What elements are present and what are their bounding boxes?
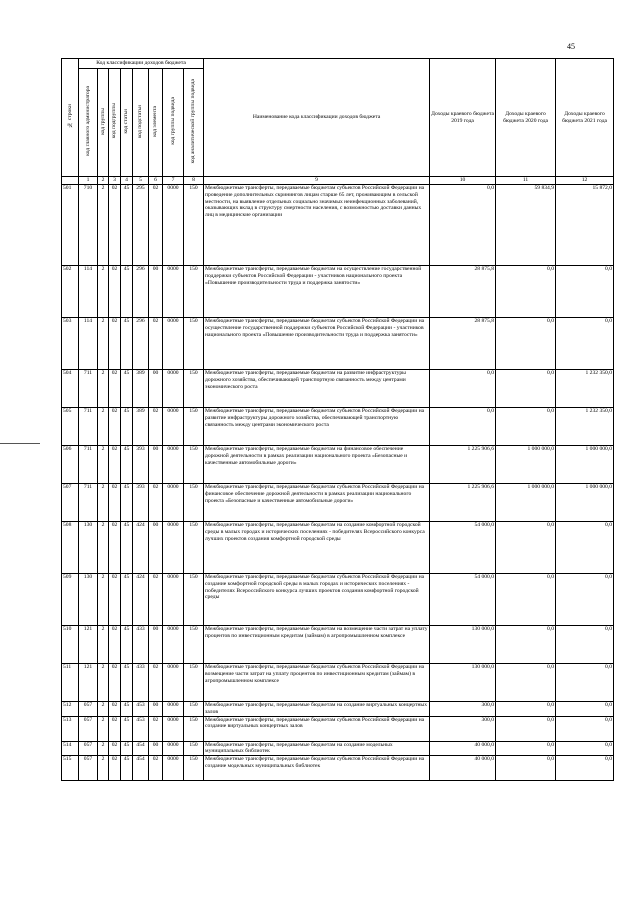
code-cell: 2: [98, 185, 109, 266]
description-cell: Межбюджетные трансферты, передаваемые бюджетам субъектов Российской Федерации на создание виртуальных концертных залов: [204, 716, 430, 741]
code-cell: 02: [109, 408, 121, 446]
row-number: 514: [62, 741, 79, 756]
code-cell: 0000: [163, 446, 184, 484]
amount-cell: 0,0: [430, 185, 496, 266]
row-number: 512: [62, 702, 79, 717]
amount-cell: 1 225 906,6: [430, 484, 496, 522]
amount-cell: 1 000 000,0: [496, 446, 556, 484]
code-cell: 057: [79, 716, 98, 741]
code-cell: 114: [79, 318, 98, 370]
code-cell: 45: [121, 574, 133, 626]
code-cell: 00: [149, 446, 163, 484]
description-cell: Межбюджетные трансферты, передаваемые бюджетам субъектов Российской Федерации на возмещение части затрат на уплату процентов по инвестиционным кредитам (займам) в агропромышленном комплексе: [204, 664, 430, 702]
code-cell: 2: [98, 574, 109, 626]
amount-cell: 1 000 000,0: [496, 484, 556, 522]
code-cell: 0000: [163, 756, 184, 781]
code-cell: 2: [98, 318, 109, 370]
amount-cell: 0,0: [496, 756, 556, 781]
row-number: 501: [62, 185, 79, 266]
code-cell: 393: [133, 484, 149, 522]
code-cell: 711: [79, 370, 98, 408]
code-cell: 711: [79, 446, 98, 484]
code-cell: 45: [121, 408, 133, 446]
header-code-7: код группы подвида: [163, 69, 184, 177]
code-cell: 02: [109, 484, 121, 522]
code-cell: 2: [98, 664, 109, 702]
amount-cell: 300,0: [430, 716, 496, 741]
code-cell: 02: [109, 574, 121, 626]
code-cell: 433: [133, 626, 149, 664]
amount-cell: 0,0: [430, 370, 496, 408]
code-cell: 00: [149, 702, 163, 717]
code-cell: 45: [121, 716, 133, 741]
amount-cell: 0,0: [556, 664, 614, 702]
amount-cell: 1 232 350,0: [556, 370, 614, 408]
code-cell: 2: [98, 702, 109, 717]
code-cell: 393: [133, 446, 149, 484]
description-cell: Межбюджетные трансферты, передаваемые бюджетам на финансовое обеспечение дорожной деятельности в рамках реализации национального проекта «Безопасные и качественные автомобильные дороги»: [204, 446, 430, 484]
header-row-number: № строки: [62, 59, 79, 177]
code-cell: 45: [121, 664, 133, 702]
table-row: [62, 370, 614, 408]
code-cell: 2: [98, 522, 109, 574]
code-cell: 2: [98, 446, 109, 484]
code-cell: 2: [98, 741, 109, 756]
code-cell: 2: [98, 756, 109, 781]
description-cell: Межбюджетные трансферты, передаваемые бюджетам субъектов Российской Федерации на развитие инфраструктуры дорожного хозяйства, обеспечивающей транспортную связанность между центрами экономического роста: [204, 408, 430, 446]
amount-cell: 0,0: [430, 408, 496, 446]
row-number: 505: [62, 408, 79, 446]
code-cell: 150: [184, 756, 204, 781]
code-cell: 45: [121, 370, 133, 408]
code-cell: 02: [109, 318, 121, 370]
code-cell: 0000: [163, 522, 184, 574]
header-code-6: код элемента: [149, 69, 163, 177]
column-number: 10: [430, 177, 496, 185]
code-cell: 0000: [163, 664, 184, 702]
code-cell: 02: [109, 716, 121, 741]
code-cell: 45: [121, 484, 133, 522]
amount-cell: 40 000,0: [430, 756, 496, 781]
amount-cell: 0,0: [556, 716, 614, 741]
code-cell: 150: [184, 370, 204, 408]
code-cell: 02: [109, 446, 121, 484]
code-cell: 02: [149, 756, 163, 781]
code-cell: 454: [133, 741, 149, 756]
code-cell: 121: [79, 664, 98, 702]
code-cell: 0000: [163, 266, 184, 318]
amount-cell: 0,0: [496, 574, 556, 626]
code-cell: 0000: [163, 185, 184, 266]
code-cell: 150: [184, 408, 204, 446]
margin-rule: [0, 443, 40, 444]
description-cell: Межбюджетные трансферты, передаваемые бюджетам субъектов Российской Федерации на осуществление государственной поддержки субъектов Российской Федерации - участников национального проекта «Повышение производительности труда и поддержка занятости»: [204, 318, 430, 370]
code-cell: 150: [184, 716, 204, 741]
code-cell: 711: [79, 408, 98, 446]
code-cell: 45: [121, 185, 133, 266]
header-code-8: код аналитической группы подвида: [184, 69, 204, 177]
row-number: 509: [62, 574, 79, 626]
code-cell: 2: [98, 716, 109, 741]
column-number: 8: [184, 177, 204, 185]
code-cell: 711: [79, 484, 98, 522]
amount-cell: 0,0: [496, 716, 556, 741]
header-code-4: код статьи: [121, 69, 133, 177]
code-cell: 433: [133, 664, 149, 702]
header-code-group: Код классификации доходов бюджета: [79, 59, 204, 69]
table-row: [62, 574, 614, 626]
code-cell: 0000: [163, 318, 184, 370]
header-2021: Доходы краевого бюджета 2021 года: [556, 59, 614, 177]
column-number: 11: [496, 177, 556, 185]
amount-cell: 0,0: [556, 702, 614, 717]
table-row: [62, 664, 614, 702]
code-cell: 424: [133, 522, 149, 574]
amount-cell: 0,0: [496, 702, 556, 717]
code-cell: 150: [184, 574, 204, 626]
column-number-blank: [62, 177, 79, 185]
amount-cell: 0,0: [496, 408, 556, 446]
table-row: [62, 484, 614, 522]
table-row: [62, 446, 614, 484]
table-row: [62, 522, 614, 574]
table-row: [62, 185, 614, 266]
code-cell: 45: [121, 702, 133, 717]
row-number: 506: [62, 446, 79, 484]
code-cell: 02: [149, 716, 163, 741]
amount-cell: 0,0: [496, 266, 556, 318]
description-cell: Межбюджетные трансферты, передаваемые бюджетам субъектов Российской Федерации на создание модельных муниципальных библиотек: [204, 756, 430, 781]
code-cell: 150: [184, 318, 204, 370]
code-cell: 150: [184, 702, 204, 717]
amount-cell: 0,0: [496, 318, 556, 370]
code-cell: 45: [121, 741, 133, 756]
amount-cell: 1 232 350,0: [556, 408, 614, 446]
code-cell: 45: [121, 318, 133, 370]
code-cell: 45: [121, 626, 133, 664]
code-cell: 296: [133, 266, 149, 318]
code-cell: 710: [79, 185, 98, 266]
description-cell: Межбюджетные трансферты, передаваемые бюджетам субъектов Российской Федерации на проведение дополнительных скринингов лицам старше 65 лет, проживающим в сельской местности, на выявление отдельных социально значимых неинфекционных заболеваний, оказывающих вклад в структуру смертности населения, с возможностью доставки данных лиц в медицинские организации: [204, 185, 430, 266]
row-number: 510: [62, 626, 79, 664]
code-cell: 02: [109, 370, 121, 408]
header-code-5: код подстатьи: [133, 69, 149, 177]
code-cell: 057: [79, 702, 98, 717]
code-cell: 453: [133, 702, 149, 717]
amount-cell: 0,0: [556, 318, 614, 370]
header-code-1: код главного администратора: [79, 69, 98, 177]
code-cell: 150: [184, 484, 204, 522]
code-cell: 150: [184, 741, 204, 756]
amount-cell: 54 000,0: [430, 574, 496, 626]
code-cell: 00: [149, 522, 163, 574]
header-2020: Доходы краевого бюджета 2020 года: [496, 59, 556, 177]
amount-cell: 0,0: [496, 370, 556, 408]
code-cell: 00: [149, 266, 163, 318]
column-number: 2: [98, 177, 109, 185]
column-number: 3: [109, 177, 121, 185]
code-cell: 114: [79, 266, 98, 318]
column-number: 9: [204, 177, 430, 185]
code-cell: 130: [79, 522, 98, 574]
row-number: 513: [62, 716, 79, 741]
description-cell: Межбюджетные трансферты, передаваемые бюджетам субъектов Российской Федерации на финансовое обеспечение дорожной деятельности в рамках реализации национального проекта «Безопасные и качественные автомобильные дороги»: [204, 484, 430, 522]
row-number: 507: [62, 484, 79, 522]
header-code-3: код подгруппы: [109, 69, 121, 177]
code-cell: 121: [79, 626, 98, 664]
header-code-2: код группы: [98, 69, 109, 177]
code-cell: 45: [121, 446, 133, 484]
code-cell: 389: [133, 408, 149, 446]
code-cell: 02: [149, 318, 163, 370]
amount-cell: 0,0: [556, 522, 614, 574]
code-cell: 0000: [163, 626, 184, 664]
code-cell: 2: [98, 626, 109, 664]
amount-cell: 54 000,0: [430, 522, 496, 574]
code-cell: 389: [133, 370, 149, 408]
amount-cell: 0,0: [496, 522, 556, 574]
code-cell: 295: [133, 185, 149, 266]
code-cell: 02: [109, 522, 121, 574]
code-cell: 2: [98, 370, 109, 408]
amount-cell: 0,0: [496, 664, 556, 702]
code-cell: 02: [149, 574, 163, 626]
code-cell: 150: [184, 522, 204, 574]
code-cell: 02: [109, 702, 121, 717]
row-number: 502: [62, 266, 79, 318]
row-number: 515: [62, 756, 79, 781]
table-row: [62, 408, 614, 446]
description-cell: Межбюджетные трансферты, передаваемые бюджетам на создание модельных муниципальных библиотек: [204, 741, 430, 756]
code-cell: 150: [184, 626, 204, 664]
description-cell: Межбюджетные трансферты, передаваемые бюджетам на возмещение части затрат на уплату процентов по инвестиционным кредитам (займам) в агропромышленном комплексе: [204, 626, 430, 664]
amount-cell: 0,0: [556, 266, 614, 318]
code-cell: 02: [109, 266, 121, 318]
code-cell: 00: [149, 370, 163, 408]
table-row: [62, 716, 614, 741]
code-cell: 0000: [163, 702, 184, 717]
code-cell: 453: [133, 716, 149, 741]
description-cell: Межбюджетные трансферты, передаваемые бюджетам на создание комфортной городской среды в малых городах и исторических поселениях - победителях Всероссийского конкурса лучших проектов создания комфортной городской среды: [204, 522, 430, 574]
code-cell: 057: [79, 741, 98, 756]
revenue-table: [61, 58, 614, 781]
amount-cell: 1 000 000,0: [556, 484, 614, 522]
description-cell: Межбюджетные трансферты, передаваемые бюджетам на осуществление государственной поддержки субъектов Российской Федерации - участников национального проекта «Повышение производительности труда и поддержка занятости»: [204, 266, 430, 318]
amount-cell: 28 875,8: [430, 266, 496, 318]
row-number: 508: [62, 522, 79, 574]
code-cell: 2: [98, 266, 109, 318]
table-row: [62, 318, 614, 370]
amount-cell: 300,0: [430, 702, 496, 717]
column-number: 1: [79, 177, 98, 185]
table-row: [62, 266, 614, 318]
amount-cell: 1 225 906,6: [430, 446, 496, 484]
description-cell: Межбюджетные трансферты, передаваемые бюджетам субъектов Российской Федерации на создание комфортной городской среды в малых городах и исторических поселениях - победителях Всероссийского конкурса лучших проектов создания комфортной городской среды: [204, 574, 430, 626]
amount-cell: 130 000,0: [430, 664, 496, 702]
code-cell: 2: [98, 408, 109, 446]
amount-cell: 130 000,0: [430, 626, 496, 664]
amount-cell: 0,0: [556, 626, 614, 664]
code-cell: 150: [184, 185, 204, 266]
code-cell: 02: [149, 408, 163, 446]
amount-cell: 0,0: [556, 741, 614, 756]
column-number: 5: [133, 177, 149, 185]
header-2019: Доходы краевого бюджета 2019 года: [430, 59, 496, 177]
amount-cell: 0,0: [496, 626, 556, 664]
page-number: 45: [567, 42, 575, 51]
code-cell: 057: [79, 756, 98, 781]
code-cell: 0000: [163, 484, 184, 522]
code-cell: 130: [79, 574, 98, 626]
code-cell: 0000: [163, 741, 184, 756]
row-number: 503: [62, 318, 79, 370]
code-cell: 150: [184, 266, 204, 318]
table-row: [62, 756, 614, 781]
amount-cell: 59 834,9: [496, 185, 556, 266]
code-cell: 150: [184, 446, 204, 484]
code-cell: 0000: [163, 716, 184, 741]
code-cell: 454: [133, 756, 149, 781]
amount-cell: 0,0: [556, 574, 614, 626]
amount-cell: 40 000,0: [430, 741, 496, 756]
code-cell: 150: [184, 664, 204, 702]
description-cell: Межбюджетные трансферты, передаваемые бюджетам на развитие инфраструктуры дорожного хозяйства, обеспечивающей транспортную связанность между центрами экономического роста: [204, 370, 430, 408]
code-cell: 02: [149, 484, 163, 522]
code-cell: 424: [133, 574, 149, 626]
code-cell: 02: [109, 664, 121, 702]
code-cell: 0000: [163, 408, 184, 446]
code-cell: 02: [109, 756, 121, 781]
code-cell: 00: [149, 626, 163, 664]
description-cell: Межбюджетные трансферты, передаваемые бюджетам на создание виртуальных концертных залов: [204, 702, 430, 717]
code-cell: 02: [109, 741, 121, 756]
table-row: [62, 626, 614, 664]
code-cell: 02: [109, 626, 121, 664]
column-number: 12: [556, 177, 614, 185]
code-cell: 00: [149, 741, 163, 756]
table-row: [62, 741, 614, 756]
code-cell: 45: [121, 522, 133, 574]
column-number: 6: [149, 177, 163, 185]
code-cell: 2: [98, 484, 109, 522]
amount-cell: 0,0: [556, 756, 614, 781]
code-cell: 02: [149, 664, 163, 702]
column-number: 7: [163, 177, 184, 185]
table-row: [62, 702, 614, 717]
row-number: 504: [62, 370, 79, 408]
header-name: Наименование кода классификации доходов бюджета: [204, 59, 430, 177]
amount-cell: 15 872,0: [556, 185, 614, 266]
code-cell: 45: [121, 266, 133, 318]
amount-cell: 28 875,8: [430, 318, 496, 370]
code-cell: 45: [121, 756, 133, 781]
code-cell: 296: [133, 318, 149, 370]
row-number: 511: [62, 664, 79, 702]
code-cell: 0000: [163, 370, 184, 408]
code-cell: 0000: [163, 574, 184, 626]
amount-cell: 1 000 000,0: [556, 446, 614, 484]
column-number: 4: [121, 177, 133, 185]
amount-cell: 0,0: [496, 741, 556, 756]
code-cell: 02: [149, 185, 163, 266]
code-cell: 02: [109, 185, 121, 266]
